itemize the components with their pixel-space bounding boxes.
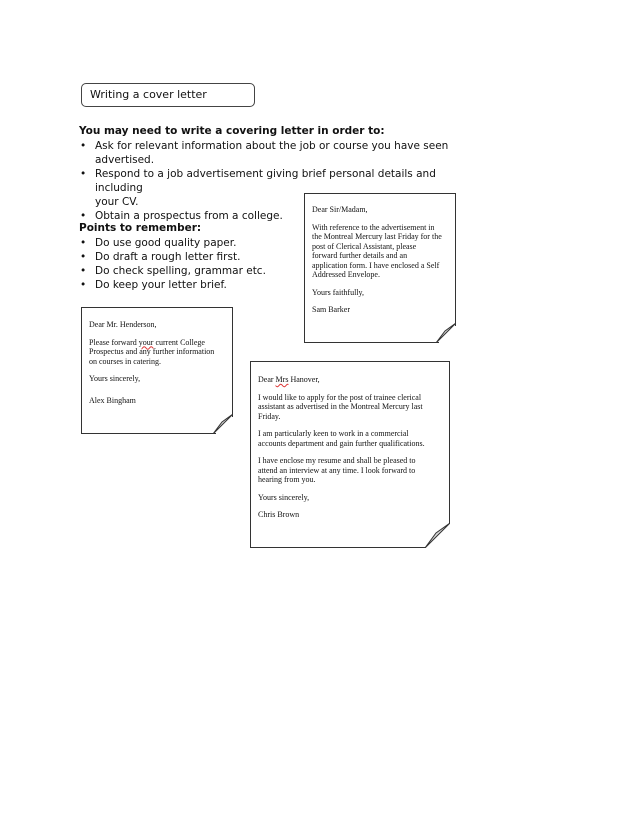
letter-body: Please forward your current College Prospectus and any further information on courses in catering. (89, 337, 215, 366)
letter-greeting: Dear Sir/Madam, (312, 205, 368, 214)
letter-paragraph: I have enclose my resume and shall be pleased to attend an interview at any time. I look forward to hearing from you. (258, 456, 416, 484)
letter-closing: Yours sincerely, (258, 492, 310, 502)
list-item: • Do use good quality paper. (79, 236, 299, 250)
intro-heading: You may need to write a covering letter in order to: (79, 125, 385, 137)
letter-chris-brown (250, 361, 450, 548)
letter-greeting: Dear Mr. Henderson, (89, 320, 157, 329)
letter-alex-bingham (81, 307, 233, 434)
list-item: • Do draft a rough letter first. (79, 250, 299, 264)
letter-closing: Yours faithfully, (312, 287, 365, 297)
letter-sam-barker (304, 193, 456, 343)
spelling-flag: Mrs (275, 375, 289, 384)
spelling-flag: your (138, 337, 154, 347)
title-box: Writing a cover letter (81, 83, 255, 107)
list-item: • Do keep your letter brief. (79, 278, 299, 292)
letter-signature: Sam Barker (312, 305, 350, 314)
list-item: • Ask for relevant information about the job or course you have seen advertised. (79, 139, 479, 167)
points-list (79, 236, 299, 292)
page-curl-icon (436, 323, 456, 343)
letter-closing: Yours sincerely, (89, 374, 141, 383)
list-item: • Obtain a prospectus from a college. (79, 209, 479, 223)
list-item: • Do check spelling, grammar etc. (79, 264, 299, 278)
points-heading: Points to remember: (79, 222, 202, 234)
letter-signature: Alex Bingham (89, 395, 136, 405)
letter-body: With reference to the advertisement in the Montreal Mercury last Friday for the post of Clerical Assistant, please forward further details and an application form. I have enclosed a Self Addressed Envelope. (312, 222, 442, 279)
list-item: • Respond to a job advertisement giving brief personal details and including your CV. (79, 167, 479, 209)
page-curl-icon (213, 414, 233, 434)
letter-signature: Chris Brown (258, 510, 300, 519)
letter-paragraph: I am particularly keen to work in a commercial accounts department and gain further qualifications. (258, 429, 425, 448)
letter-greeting: Dear Mrs Hanover, (258, 375, 320, 384)
letter-paragraph: I would like to apply for the post of trainee clerical assistant as advertised in the Montreal Mercury last Friday. (258, 392, 423, 421)
